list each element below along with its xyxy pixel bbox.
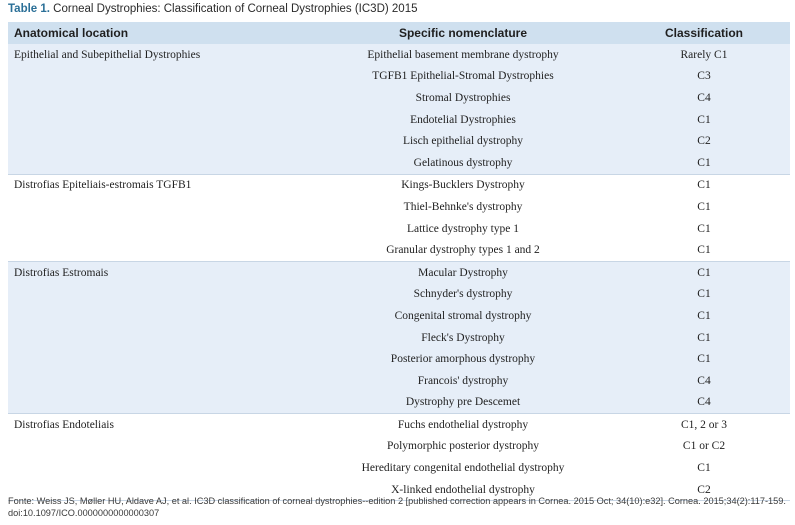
table-row [8, 109, 790, 131]
classification-cell: C4 [697, 396, 711, 409]
nomenclature-cell: Thiel-Behnke's dystrophy [403, 200, 523, 213]
nomenclature-cell: Gelatinous dystrophy [413, 156, 513, 169]
table-row [8, 327, 790, 349]
table-row [8, 436, 790, 458]
nomenclature-cell: Fuchs endothelial dystrophy [397, 418, 529, 431]
table-row [8, 305, 790, 327]
table-row [8, 87, 790, 109]
classification-cell: C1 [697, 266, 711, 279]
nomenclature-cell: Francois' dystrophy [417, 374, 509, 387]
header-anatomical-location: Anatomical location [14, 26, 129, 40]
table-group [8, 175, 790, 261]
nomenclature-cell: TGFB1 Epithelial-Stromal Dystrophies [372, 70, 554, 83]
table-label: Table 1. [8, 3, 50, 15]
location-cell: Distrofias Endoteliais [14, 418, 114, 431]
classification-cell: C1 [697, 179, 711, 192]
classification-cell: C2 [697, 135, 711, 148]
nomenclature-cell: Schnyder's dystrophy [413, 288, 513, 301]
location-cell: Distrofias Estromais [14, 266, 109, 279]
classification-cell: C1 [697, 462, 711, 475]
nomenclature-cell: Granular dystrophy types 1 and 2 [386, 244, 540, 257]
classification-cell: C1 [697, 222, 711, 235]
classification-cell: Rarely C1 [680, 48, 728, 61]
table-row [8, 44, 790, 66]
header-specific-nomenclature: Specific nomenclature [398, 26, 528, 40]
dystrophy-table [8, 22, 790, 501]
nomenclature-cell: Dystrophy pre Descemet [405, 396, 521, 409]
nomenclature-cell: Epithelial basement membrane dystrophy [367, 48, 559, 61]
classification-cell: C1 or C2 [682, 440, 726, 453]
classification-cell: C4 [697, 91, 711, 104]
table-row [8, 218, 790, 240]
table-row [8, 348, 790, 370]
table-group [8, 44, 790, 174]
classification-cell: C1 [697, 353, 711, 366]
classification-cell: C1, 2 or 3 [681, 418, 727, 431]
nomenclature-cell: Hereditary congenital endothelial dystrophy [361, 462, 565, 475]
table-row [8, 392, 790, 414]
nomenclature-cell: Endotelial Dystrophies [410, 113, 516, 126]
classification-cell: C1 [697, 156, 711, 169]
classification-cell: C1 [697, 200, 711, 213]
nomenclature-cell: X-linked endothelial dystrophy [391, 483, 535, 496]
nomenclature-cell: Lattice dystrophy type 1 [406, 222, 520, 235]
classification-cell: C1 [697, 288, 711, 301]
table-row [8, 152, 790, 174]
footnote-source: Fonte: Weiss JS, Møller HU, Aldave AJ, et al. IC3D classification of corneal dystrophies--edition 2 [published correction appears in Cornea. 2015 Oct; 34(10):e32]. Cornea. 2015;34(2):117-159. [8, 496, 786, 506]
nomenclature-cell: Kings-Bucklers Dystrophy [401, 179, 525, 192]
table-group [8, 414, 790, 500]
table-row [8, 196, 790, 218]
nomenclature-cell: Polymorphic posterior dystrophy [386, 440, 540, 453]
footnote-doi: doi:10.1097/ICO.0000000000000307 [8, 508, 160, 518]
nomenclature-cell: Stromal Dystrophies [415, 91, 511, 104]
classification-cell: C2 [697, 483, 711, 496]
nomenclature-cell: Posterior amorphous dystrophy [390, 353, 536, 366]
table-row [8, 284, 790, 306]
nomenclature-cell: Lisch epithelial dystrophy [402, 135, 524, 148]
classification-cell: C3 [697, 70, 711, 83]
header-classification: Classification [664, 26, 744, 40]
table-row [8, 66, 790, 88]
classification-cell: C1 [697, 331, 711, 344]
table-header [8, 22, 790, 44]
table-caption [8, 3, 418, 15]
nomenclature-cell: Congenital stromal dystrophy [394, 309, 532, 322]
table-title: Corneal Dystrophies: Classification of Corneal Dystrophies (IC3D) 2015 [53, 3, 418, 15]
table-row [8, 130, 790, 152]
table-row [8, 414, 790, 436]
table-row [8, 457, 790, 479]
table-row [8, 175, 790, 197]
classification-cell: C1 [697, 244, 711, 257]
table-group [8, 262, 790, 413]
location-cell: Epithelial and Subepithelial Dystrophies [14, 48, 201, 61]
location-cell: Distrofias Epiteliais-estromais TGFB1 [14, 179, 192, 192]
nomenclature-cell: Fleck's Dystrophy [421, 331, 505, 344]
table-row [8, 239, 790, 261]
table-footnote [8, 495, 788, 519]
nomenclature-cell: Macular Dystrophy [418, 266, 508, 279]
classification-cell: C1 [697, 309, 711, 322]
table-row [8, 370, 790, 392]
classification-cell: C1 [697, 113, 711, 126]
classification-cell: C4 [697, 374, 711, 387]
table-row [8, 262, 790, 284]
